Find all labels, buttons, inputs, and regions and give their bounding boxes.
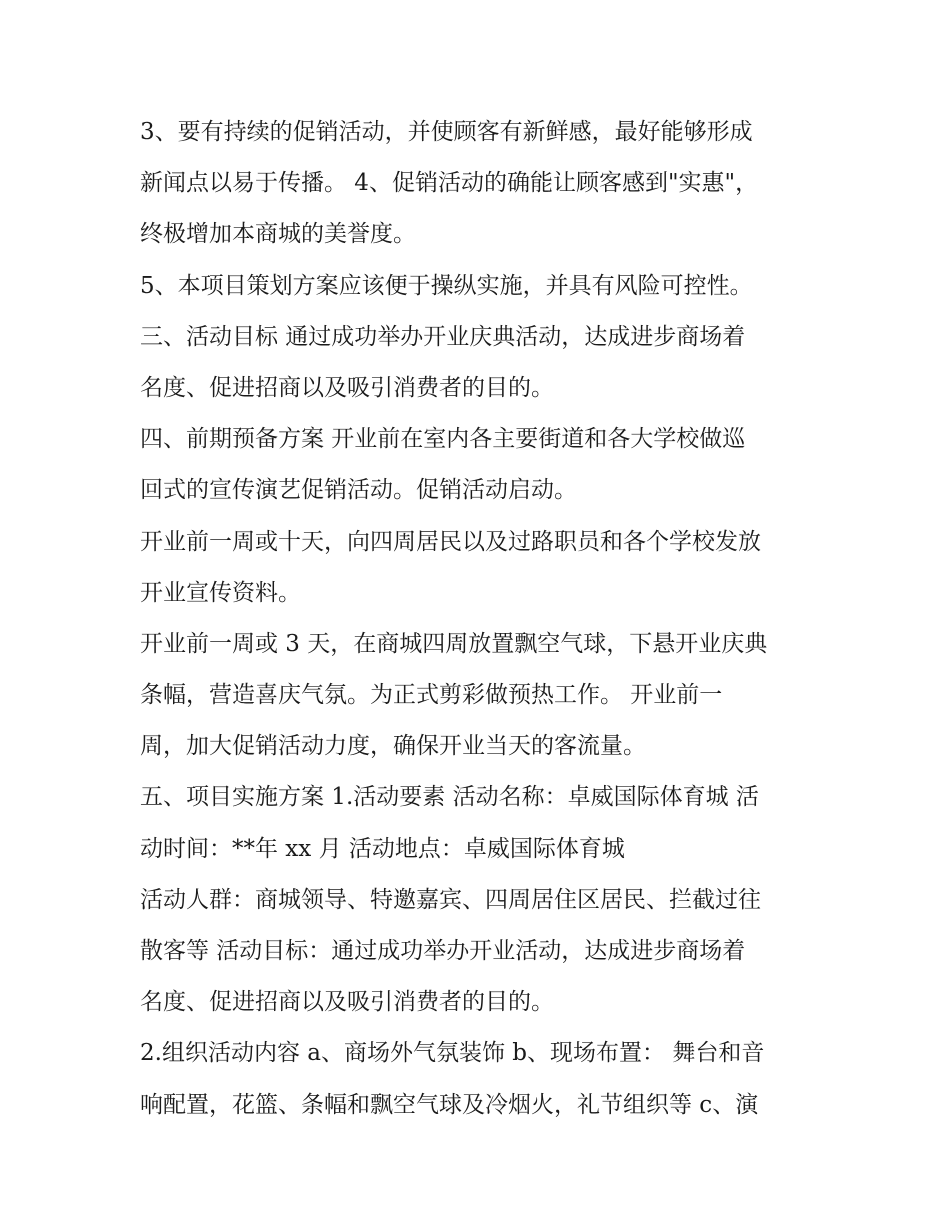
text-line: 周，加大促销活动力度，确保开业当天的客流量。 — [140, 733, 646, 760]
text-line: 五、项目实施方案 1.活动要素 活动名称：卓威国际体育城 活 — [140, 784, 759, 811]
text-line: 三、活动目标 通过成功举办开业庆典活动，达成进步商场着 — [140, 323, 746, 350]
text-line: 开业前一周或十天，向四周居民以及过路职员和各个学校发放 — [140, 528, 761, 555]
text-line: 四、前期预备方案 开业前在室内各主要街道和各大学校做巡 — [140, 426, 746, 453]
text-line: 活动人群：商城领导、特邀嘉宾、四周居住区居民、拦截过往 — [140, 886, 761, 913]
text-line: 名度、促进招商以及吸引消费者的目的。 — [140, 374, 554, 401]
text-line: 终极增加本商城的美誉度。 — [140, 221, 416, 248]
text-line: 名度、促进招商以及吸引消费者的目的。 — [140, 989, 554, 1016]
text-line: 2.组织活动内容 a、商场外气氛装饰 b、现场布置： 舞台和音 — [140, 1040, 765, 1067]
text-line: 开业宣传资料。 — [140, 579, 301, 606]
text-line: 散客等 活动目标：通过成功举办开业活动，达成进步商场着 — [140, 938, 746, 964]
document-body — [140, 107, 830, 1131]
text-line: 5、本项目策划方案应该便于操纵实施，并具有风险可控性。 — [140, 272, 753, 299]
text-line: 条幅，营造喜庆气氛。为正式剪彩做预热工作。 开业前一 — [140, 682, 723, 709]
text-line: 开业前一周或 3 天，在商城四周放置飘空气球，下悬开业庆典 — [140, 630, 768, 657]
text-line: 新闻点以易于传播。 4、促销活动的确能让顾客感到"实惠"， — [140, 170, 759, 197]
text-line: 3、要有持续的促销活动，并使顾客有新鲜感，最好能够形成 — [140, 119, 753, 145]
text-line: 回式的宣传演艺促销活动。促销活动启动。 — [140, 477, 577, 504]
text-line: 动时间：**年 xx 月 活动地点：卓威国际体育城 — [140, 835, 625, 862]
text-line: 响配置，花篮、条幅和飘空气球及冷烟火，礼节组织等 c、演 — [140, 1091, 759, 1118]
